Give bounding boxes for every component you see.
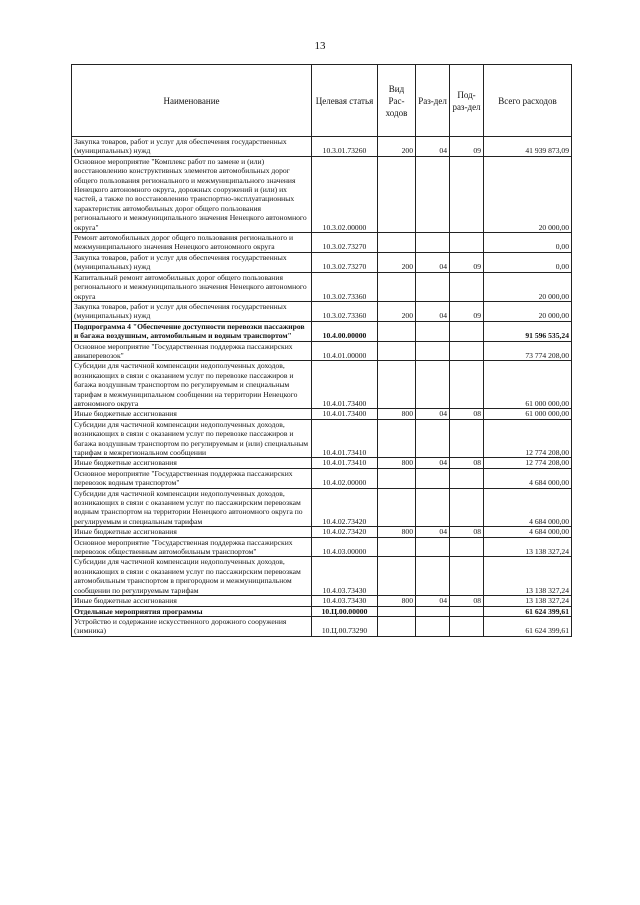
row-section-cell: 04 [416, 409, 450, 419]
row-section-cell: 04 [416, 252, 450, 272]
row-name-cell: Подпрограмма 4 "Обеспечение доступности перевозки пассажиров и багажа воздушным, автомобильным и водным транспортом" [72, 321, 312, 341]
row-total-cell: 20 000,00 [484, 272, 572, 301]
row-subsection-cell [450, 606, 484, 616]
row-expense-kind-cell [378, 488, 416, 527]
row-expense-kind-cell: 200 [378, 301, 416, 321]
header-subsection: Под-раз-дел [450, 65, 484, 137]
row-total-cell: 13 138 327,24 [484, 557, 572, 596]
table-row [72, 272, 572, 301]
row-expense-kind-cell [378, 419, 416, 458]
table-row [72, 616, 572, 636]
row-expense-kind-cell [378, 616, 416, 636]
row-total-cell: 61 624 399,61 [484, 606, 572, 616]
table-row [72, 233, 572, 253]
row-subsection-cell [450, 233, 484, 253]
row-expense-kind-cell [378, 537, 416, 557]
row-subsection-cell: 09 [450, 301, 484, 321]
row-section-cell [416, 272, 450, 301]
row-subsection-cell: 09 [450, 137, 484, 157]
row-subsection-cell: 08 [450, 527, 484, 537]
row-expense-kind-cell [378, 341, 416, 361]
row-subsection-cell [450, 616, 484, 636]
row-name-cell: Иные бюджетные ассигнования [72, 527, 312, 537]
row-total-cell: 12 774 208,00 [484, 419, 572, 458]
row-total-cell: 91 596 535,24 [484, 321, 572, 341]
table-row [72, 321, 572, 341]
header-name: Наименование [72, 65, 312, 137]
row-expense-kind-cell [378, 156, 416, 232]
row-section-cell: 04 [416, 458, 450, 468]
row-name-cell: Субсидии для частичной компенсации недополученных доходов, возникающих в связи с оказанием услуг по пассажирским перевозкам автомобильным транспортом в пригородном и межмуниципальном сообщении по регулируемым тарифам [72, 557, 312, 596]
table-row [72, 557, 572, 596]
table-row [72, 596, 572, 606]
row-subsection-cell [450, 341, 484, 361]
row-expense-kind-cell: 800 [378, 527, 416, 537]
row-subsection-cell [450, 272, 484, 301]
row-name-cell: Основное мероприятие "Государственная поддержка пассажирских перевозок водным транспортом" [72, 468, 312, 488]
row-subsection-cell [450, 361, 484, 409]
row-subsection-cell [450, 488, 484, 527]
row-name-cell: Субсидии для частичной компенсации недополученных доходов, возникающих в связи с оказанием услуг по пассажирским перевозкам водным транспортом на территории Ненецкого автономного округа по регулируемым и специальным тарифам [72, 488, 312, 527]
row-total-cell: 4 684 000,00 [484, 527, 572, 537]
row-target-article-cell: 10.4.01.73410 [312, 458, 378, 468]
table-row [72, 361, 572, 409]
row-section-cell [416, 616, 450, 636]
row-expense-kind-cell [378, 557, 416, 596]
row-target-article-cell: 10.4.02.00000 [312, 468, 378, 488]
row-total-cell: 4 684 000,00 [484, 488, 572, 527]
row-expense-kind-cell [378, 321, 416, 341]
row-subsection-cell [450, 537, 484, 557]
row-total-cell: 4 684 000,00 [484, 468, 572, 488]
row-expense-kind-cell: 800 [378, 458, 416, 468]
row-expense-kind-cell [378, 606, 416, 616]
page-number: 13 [314, 40, 326, 52]
row-total-cell: 73 774 208,00 [484, 341, 572, 361]
row-section-cell [416, 361, 450, 409]
row-section-cell [416, 537, 450, 557]
row-subsection-cell [450, 321, 484, 341]
row-target-article-cell: 10.4.03.73430 [312, 596, 378, 606]
table-row [72, 488, 572, 527]
row-section-cell: 04 [416, 596, 450, 606]
row-name-cell: Основное мероприятие "Государственная поддержка пассажирских авиаперевозок" [72, 341, 312, 361]
row-target-article-cell: 10.Ц.00.73290 [312, 616, 378, 636]
row-total-cell: 20 000,00 [484, 301, 572, 321]
row-section-cell [416, 488, 450, 527]
row-expense-kind-cell [378, 233, 416, 253]
table-row [72, 137, 572, 157]
row-section-cell: 04 [416, 301, 450, 321]
table-row [72, 537, 572, 557]
row-total-cell: 0,00 [484, 252, 572, 272]
table-row [72, 419, 572, 458]
row-name-cell: Капитальный ремонт автомобильных дорог общего пользования регионального и межмуниципального значения Ненецкого автономного округа [72, 272, 312, 301]
row-section-cell: 04 [416, 527, 450, 537]
row-subsection-cell: 08 [450, 409, 484, 419]
row-subsection-cell: 09 [450, 252, 484, 272]
row-target-article-cell: 10.4.02.73420 [312, 527, 378, 537]
row-name-cell: Закупка товаров, работ и услуг для обеспечения государственных (муниципальных) нужд [72, 137, 312, 157]
table-row [72, 527, 572, 537]
row-name-cell: Закупка товаров, работ и услуг для обеспечения государственных (муниципальных) нужд [72, 301, 312, 321]
table-row [72, 606, 572, 616]
row-expense-kind-cell: 800 [378, 596, 416, 606]
row-total-cell: 61 624 399,61 [484, 616, 572, 636]
row-section-cell [416, 606, 450, 616]
row-subsection-cell [450, 156, 484, 232]
row-section-cell [416, 233, 450, 253]
table-row [72, 252, 572, 272]
row-subsection-cell [450, 468, 484, 488]
table-row [72, 341, 572, 361]
header-target-article: Целевая статья [312, 65, 378, 137]
row-name-cell: Основное мероприятие "Комплекс работ по замене и (или) восстановлению конструктивных элементов автомобильных дорог общего пользования регионального и межмуниципального значения Ненецкого автономного округа, дорожных сооружений и (или) их частей, а также по восстановлению транспортно-эксплуатационных характеристик автомобильных дорог общего пользования регионального и межмуниципального значения Ненецкого автономного округа" [72, 156, 312, 232]
row-expense-kind-cell [378, 361, 416, 409]
row-expense-kind-cell [378, 468, 416, 488]
table-row [72, 156, 572, 232]
row-subsection-cell [450, 557, 484, 596]
row-section-cell: 04 [416, 137, 450, 157]
row-total-cell: 20 000,00 [484, 156, 572, 232]
row-subsection-cell [450, 419, 484, 458]
row-section-cell [416, 419, 450, 458]
row-name-cell: Иные бюджетные ассигнования [72, 596, 312, 606]
row-target-article-cell: 10.4.02.73420 [312, 488, 378, 527]
row-target-article-cell: 10.3.02.73270 [312, 252, 378, 272]
row-subsection-cell: 08 [450, 458, 484, 468]
header-total-expenses: Всего расходов [484, 65, 572, 137]
row-expense-kind-cell [378, 272, 416, 301]
table-row [72, 301, 572, 321]
row-target-article-cell: 10.4.03.73430 [312, 557, 378, 596]
row-target-article-cell: 10.Ц.00.00000 [312, 606, 378, 616]
table-row [72, 409, 572, 419]
row-total-cell: 61 000 000,00 [484, 409, 572, 419]
row-section-cell [416, 321, 450, 341]
row-name-cell: Субсидии для частичной компенсации недополученных доходов, возникающих в связи с оказанием услуг по перевозке пассажиров и багажа воздушным транспортом по регулируемым и (или) специальным тарифам в межрегиональном сообщении [72, 419, 312, 458]
row-target-article-cell: 10.4.01.73400 [312, 361, 378, 409]
row-total-cell: 41 939 873,09 [484, 137, 572, 157]
row-name-cell: Иные бюджетные ассигнования [72, 409, 312, 419]
row-target-article-cell: 10.3.02.00000 [312, 156, 378, 232]
row-total-cell: 12 774 208,00 [484, 458, 572, 468]
row-target-article-cell: 10.4.01.73410 [312, 419, 378, 458]
row-total-cell: 61 000 000,00 [484, 361, 572, 409]
header-expense-kind: Вид Рас-ходов [378, 65, 416, 137]
table-body [72, 137, 572, 637]
row-target-article-cell: 10.3.02.73270 [312, 233, 378, 253]
row-total-cell: 13 138 327,24 [484, 537, 572, 557]
row-section-cell [416, 156, 450, 232]
row-section-cell [416, 341, 450, 361]
header-section: Раз-дел [416, 65, 450, 137]
row-target-article-cell: 10.4.01.73400 [312, 409, 378, 419]
row-section-cell [416, 557, 450, 596]
row-section-cell [416, 468, 450, 488]
table-row [72, 458, 572, 468]
table-header-row [72, 65, 572, 137]
row-target-article-cell: 10.3.02.73360 [312, 301, 378, 321]
row-total-cell: 0,00 [484, 233, 572, 253]
table-row [72, 468, 572, 488]
row-expense-kind-cell: 800 [378, 409, 416, 419]
row-name-cell: Устройство и содержание искусственного дорожного сооружения (зимника) [72, 616, 312, 636]
row-target-article-cell: 10.4.00.00000 [312, 321, 378, 341]
row-name-cell: Закупка товаров, работ и услуг для обеспечения государственных (муниципальных) нужд [72, 252, 312, 272]
row-name-cell: Иные бюджетные ассигнования [72, 458, 312, 468]
row-total-cell: 13 138 327,24 [484, 596, 572, 606]
row-name-cell: Ремонт автомобильных дорог общего пользования регионального и межмуниципального значения Ненецкого автономного округа [72, 233, 312, 253]
row-subsection-cell: 08 [450, 596, 484, 606]
row-name-cell: Субсидии для частичной компенсации недополученных доходов, возникающих в связи с оказанием услуг по перевозке пассажиров и багажа воздушным транспортом по регулируемым и специальным тарифам в межмуниципальном сообщении на территории Ненецкого автономного округа [72, 361, 312, 409]
row-target-article-cell: 10.3.02.73360 [312, 272, 378, 301]
row-name-cell: Основное мероприятие "Государственная поддержка пассажирских перевозок общественным автомобильным транспортом" [72, 537, 312, 557]
row-expense-kind-cell: 200 [378, 137, 416, 157]
row-target-article-cell: 10.3.01.73260 [312, 137, 378, 157]
row-expense-kind-cell: 200 [378, 252, 416, 272]
row-target-article-cell: 10.4.01.00000 [312, 341, 378, 361]
row-name-cell: Отдельные мероприятия программы [72, 606, 312, 616]
budget-table [71, 64, 572, 637]
row-target-article-cell: 10.4.03.00000 [312, 537, 378, 557]
